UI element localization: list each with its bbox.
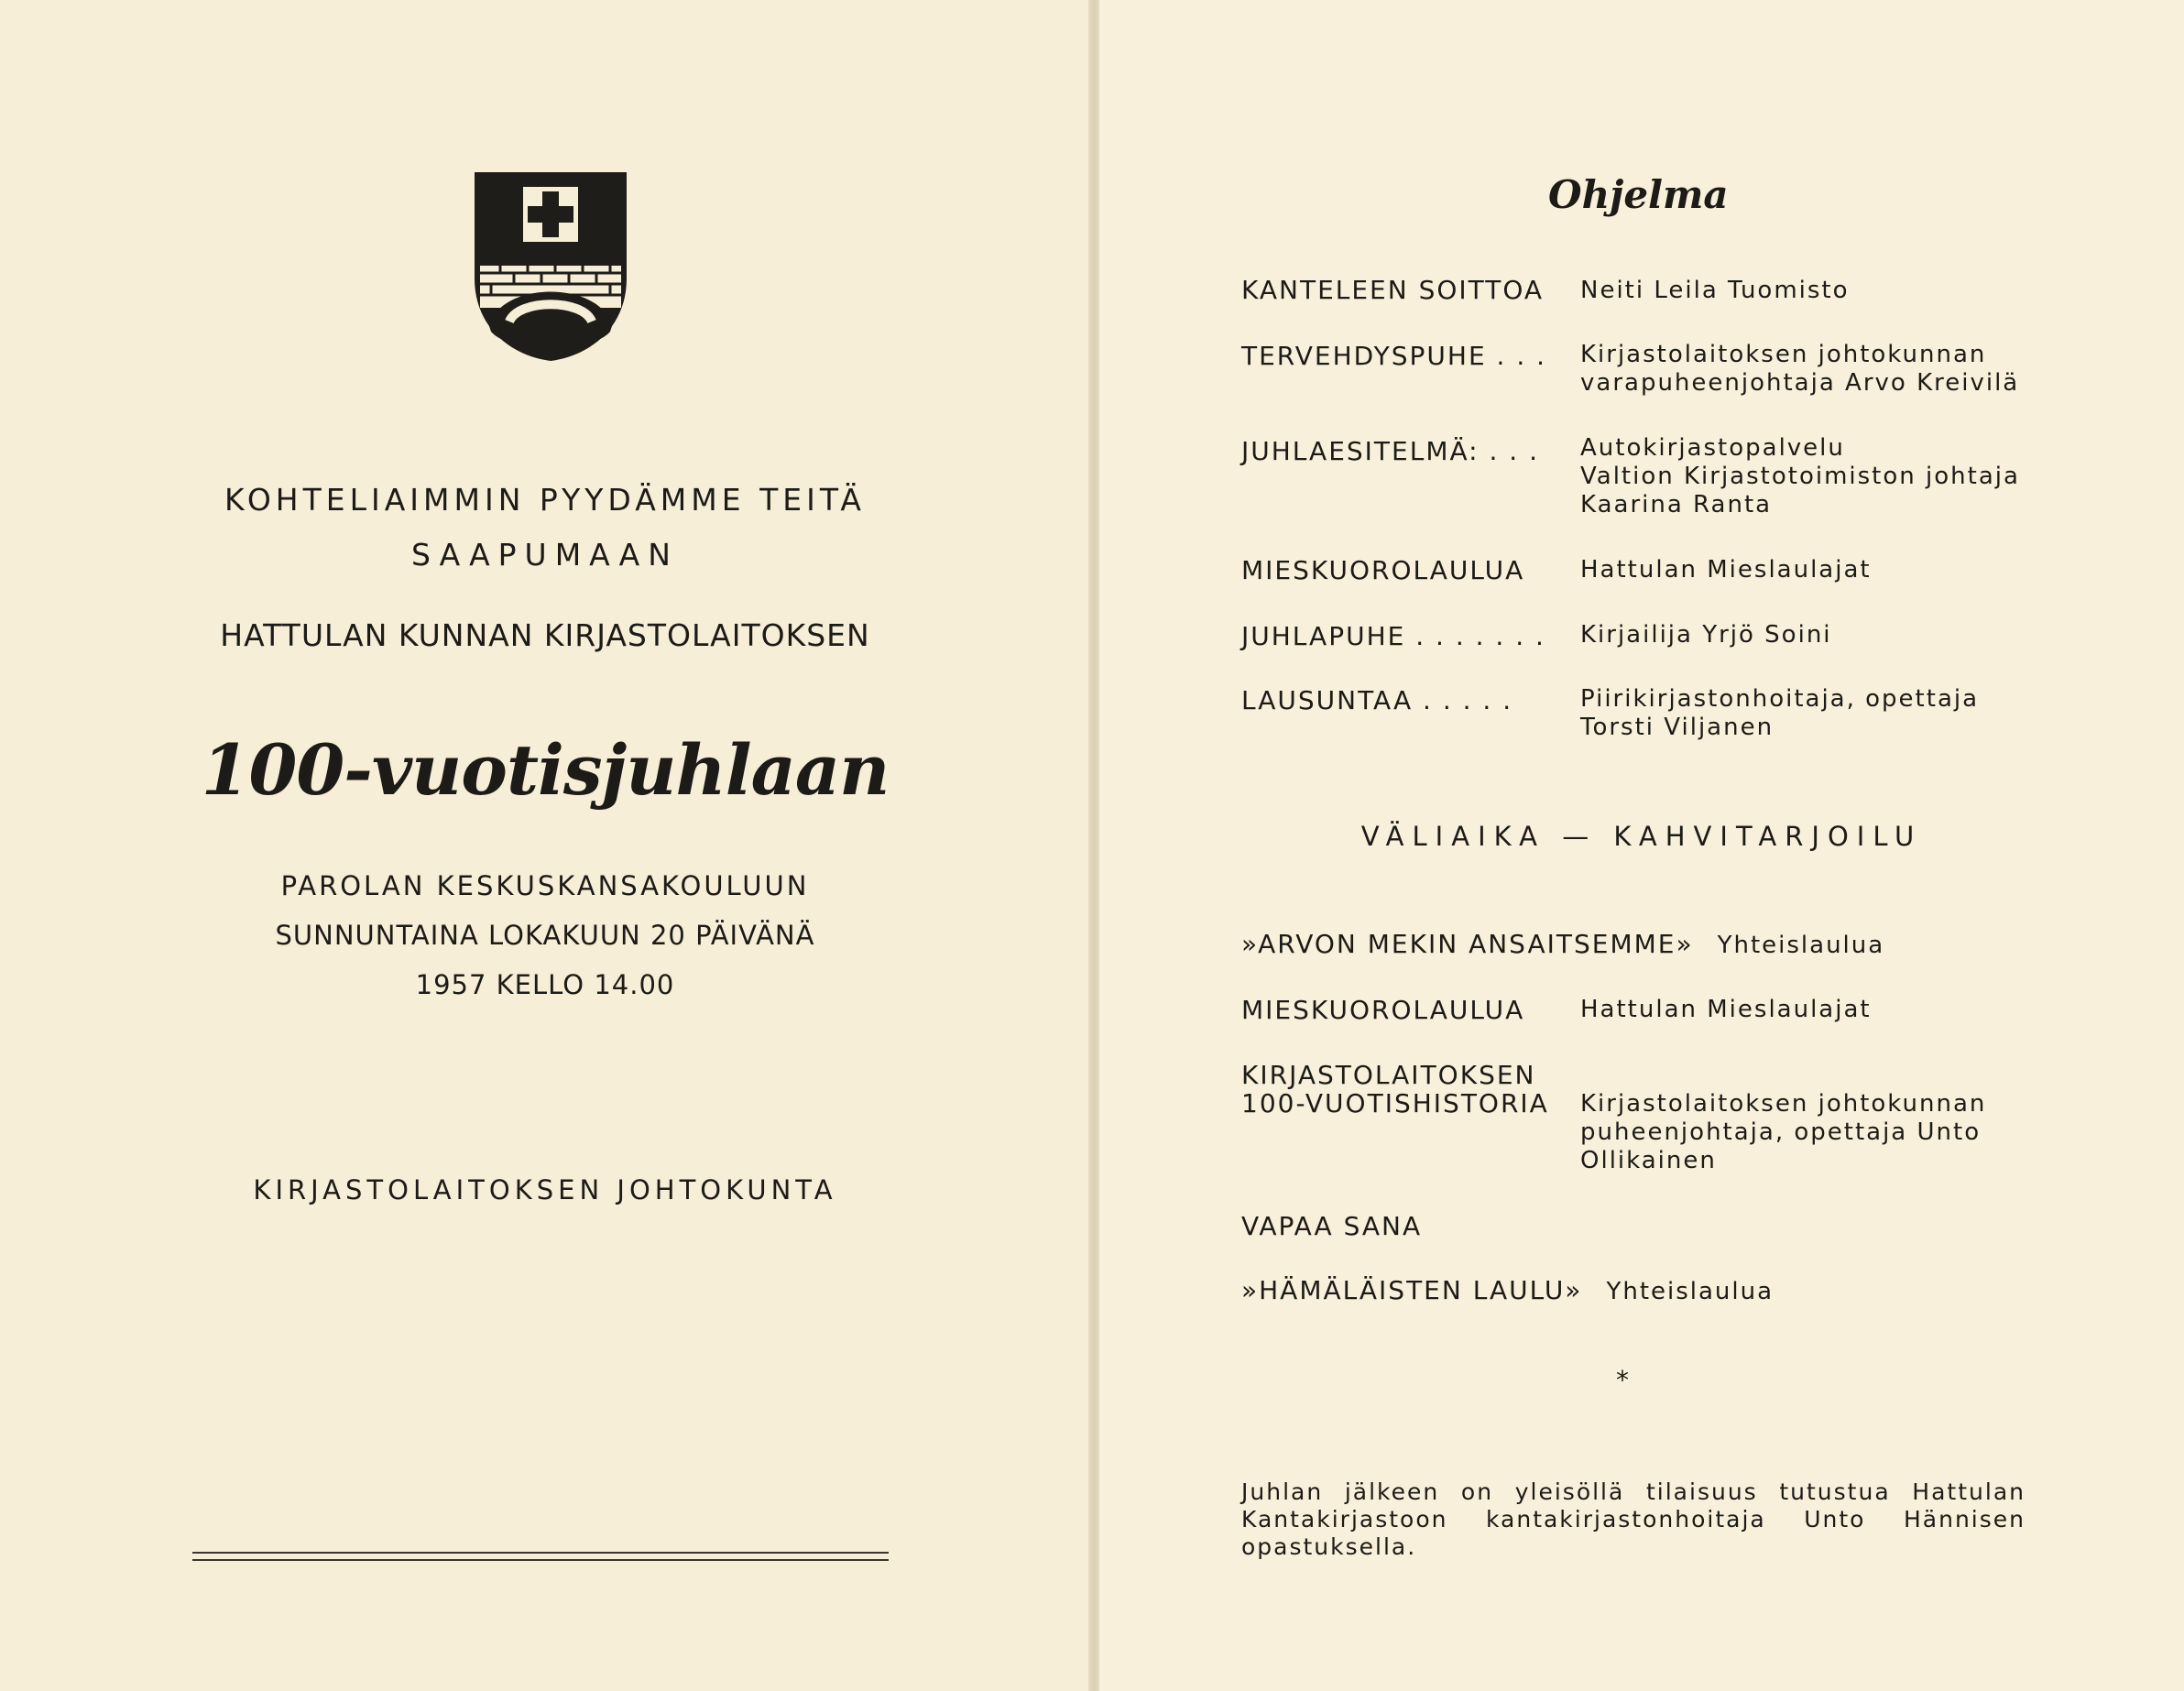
program-item-value: Autokirjastopalvelu Valtion Kirjastotoimiston johtaja Kaarina Ranta xyxy=(1580,434,2020,518)
program-item-label-text: »ARVON MEKIN ANSAITSEMME» xyxy=(1241,929,1694,959)
program-item-value: Neiti Leila Tuomisto xyxy=(1580,277,1850,304)
program-item-value: Piirikirjastonhoitaja, opettaja Torsti Viljanen xyxy=(1580,685,1980,741)
program-item-inline-value: Yhteislaulua xyxy=(1717,932,1885,959)
program-item-label xyxy=(1241,929,1884,959)
invitation-line-1: KOHTELIAIMMIN PYYDÄMME TEITÄ xyxy=(224,482,866,518)
program-item-value: Hattulan Mieslaulajat xyxy=(1580,556,1872,584)
celebration-title: 100-vuotisjuhlaan xyxy=(201,729,890,811)
venue-line-1: PAROLAN KESKUSKANSAKOULUUN xyxy=(280,870,810,901)
invitation-line-2: SAAPUMAAN xyxy=(411,537,679,573)
program-item-label xyxy=(1241,1275,1774,1305)
signature: KIRJASTOLAITOKSEN JOHTOKUNTA xyxy=(253,1174,837,1206)
program-item-label: TERVEHDYSPUHE . . . xyxy=(1241,341,1547,371)
program-item-label: KANTELEEN SOITTOA xyxy=(1241,275,1545,305)
program-item-inline-value: Yhteislaulua xyxy=(1606,1278,1774,1305)
program-item-label: MIESKUOROLAULUA xyxy=(1241,995,1525,1025)
asterisk-ornament: * xyxy=(1616,1365,1629,1395)
closing-note: Juhlan jälkeen on yleisöllä tilaisuus tutustua Hattulan Kantakirjastoon kantakirjastonhoitaja Unto Hännisen opastuksella. xyxy=(1241,1478,2026,1560)
program-item-value: Kirjastolaitoksen johtokunnan varapuheenjohtaja Arvo Kreivilä xyxy=(1580,341,2020,397)
program-item-label: VAPAA SANA xyxy=(1241,1211,1423,1241)
program-item-label: KIRJASTOLAITOKSEN 100-VUOTISHISTORIA xyxy=(1241,1060,1549,1118)
program-item-value: Kirjailija Yrjö Soini xyxy=(1580,621,1832,649)
double-rule-divider xyxy=(192,1552,889,1561)
program-item-label-text: »HÄMÄLÄISTEN LAULU» xyxy=(1241,1275,1583,1305)
program-item-label: MIESKUOROLAULUA xyxy=(1241,555,1525,585)
program-item-value: Kirjastolaitoksen johtokunnan puheenjohtaja, opettaja Unto Ollikainen xyxy=(1580,1090,1987,1174)
venue-line-3: 1957 KELLO 14.00 xyxy=(415,969,675,1000)
program-item-label: LAUSUNTAA . . . . . xyxy=(1241,685,1513,715)
venue-line-2: SUNNUNTAINA LOKAKUUN 20 PÄIVÄNÄ xyxy=(275,920,815,951)
intermission-heading: VÄLIAIKA — KAHVITARJOILU xyxy=(1360,821,1923,852)
program-item-value: Hattulan Mieslaulajat xyxy=(1580,996,1872,1023)
program-item-label: JUHLAPUHE . . . . . . . xyxy=(1241,621,1545,651)
program-item-label: JUHLAESITELMÄ: . . . xyxy=(1241,436,1539,466)
program-title: Ohjelma xyxy=(1548,172,1729,217)
invitation-line-3: HATTULAN KUNNAN KIRJASTOLAITOKSEN xyxy=(220,617,870,653)
coat-of-arms-icon xyxy=(473,170,628,363)
